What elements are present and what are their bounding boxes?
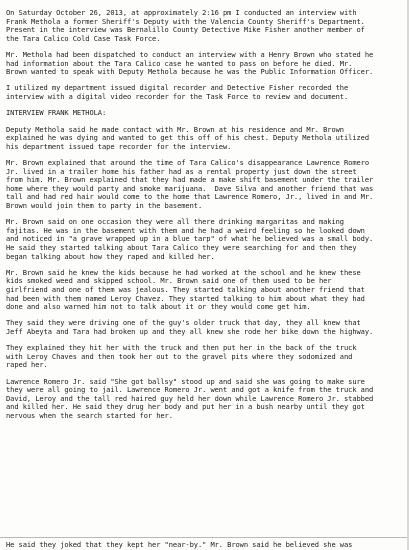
paragraph-contact: Deputy Methola said he made contact with Mr. Brown at his residence and Mr. Brown explained he was dying and wanted to get this off of his chest. Deputy Methola utilized his department issued tape recorder for the interview. xyxy=(6,124,370,151)
paragraph-truck: They said they were driving one of the guy's older truck that day, they all knew that Jeff Abeyta and Tara had broken up and they all knew she rode her bike down the highway. xyxy=(6,318,374,336)
paragraph-recorder: I utilized my department issued digital recorder and Detective Fisher recorded the interview with a digital video recorder for the Task Force to review and document. xyxy=(6,83,349,101)
paragraph-knife: Lawrence Romero Jr. said "She got ballsy" stood up and said she was going to make sure they were all going to jail. Lawrence Romero Jr. went and got a knife from the truck and David, Leroy and the tall red haired guy held her down while Lawrence Romero Jr. stabbed and killed her. He said they drug her body and put her in a bush nearby until they got nervous when the search started for her. xyxy=(6,376,374,420)
paragraph-dispatch: Mr. Methola had been dispatched to conduct an interview with a Henry Brown who stated he had information about the Tara Calico case he wanted to pass on before he died. Mr. Brown wanted to speak with Deputy Methola because he was the Public Information Officer. xyxy=(6,49,374,77)
paragraph-intro: On Saturday October 26, 2013, at approximately 2:16 pm I conducted an interview with Frank Methola a former Sheriff's Deputy with the Valencia County Sheriff's Department. Present in the interview was Bernalillo County Detective Mike Fisher another member of the Tara Calico Cold Case Task Force. xyxy=(6,8,365,43)
page-crop-divider xyxy=(0,537,409,538)
paragraph-basement: Mr. Brown explained that around the time of Tara Calico's disappearance Lawrence Romero Jr. lived in a trailer home his father had as a rental property just down the street from him. Mr. Brown explained that they had made a make shift basement under the trailer home where they would party and smoke marijuana. Dave Silva and another friend that was tall and had red hair would come to the home that Lawrence Romero, Jr., lived in and Mr. Brown would join them to party in the basement. xyxy=(6,158,374,211)
section-heading: INTERVIEW FRANK METHOLA: xyxy=(6,108,107,118)
paragraph-explained: They explained they hit her with the truck and then put her in the back of the truck with Leroy Chaves and then took her out to the gravel pits where they sodomized and raped her. xyxy=(6,343,357,370)
paragraph-occasion: Mr. Brown said on one occasion they were all there drinking margaritas and making fajitas. He was in the basement with them and he had a weird feeling so he looked down and noticed in "a grave wrapped up in a blue tarp" of what he believed was a small body. He said they started talking about Tara Calico they were searching for and then they began talking about how they raped and killed her. xyxy=(6,217,374,261)
paragraph-kids: Mr. Brown said he knew the kids because he had worked at the school and he knew these kids smoked weed and skipped school. Mr. Brown said one of them used to be her girlfriend and one of them was jealous. They started talking about another friend that had been with them named Leroy Chavez. They started talking to him about what they had done and also warned him not to talk about it or they would come get him. xyxy=(6,267,365,312)
paragraph-last-line: He said they joked that they kept her "near-by." Mr. Brown said he believed she was xyxy=(6,540,353,550)
